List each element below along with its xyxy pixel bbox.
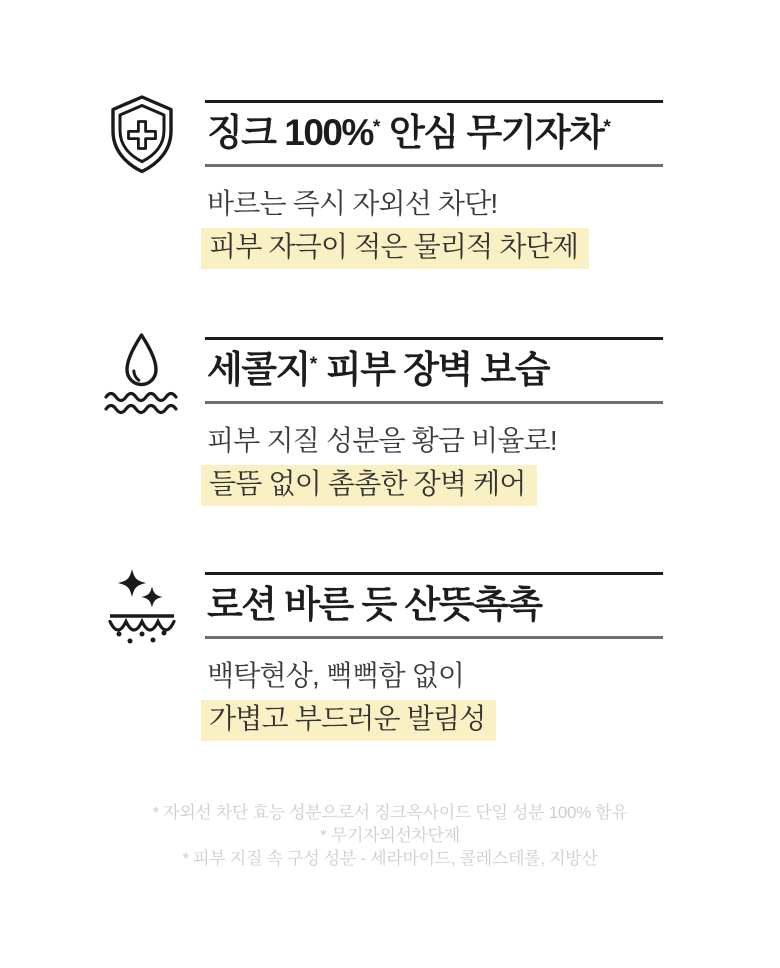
feature-highlight: 가볍고 부드러운 발림성 <box>201 700 496 741</box>
footnote-line: * 자외선 차단 효능 성분으로서 징크옥사이드 단일 성분 100% 함유 <box>152 803 628 822</box>
feature-line: 바르는 즉시 자외선 차단! <box>207 188 498 219</box>
feature-content <box>205 572 663 741</box>
title-block <box>205 337 663 404</box>
feature-highlight: 피부 자극이 적은 물리적 차단제 <box>201 228 589 269</box>
feature-content <box>205 100 663 269</box>
asterisk: * <box>603 117 611 139</box>
feature-section-barrier-moisture <box>102 337 678 506</box>
feature-title: 징크 100%* 안심 무기자차* <box>207 112 611 153</box>
sparkle-skin-icon <box>102 566 182 650</box>
title-block <box>205 100 663 167</box>
title-block <box>205 572 663 639</box>
footnote-line: * 피부 지질 속 구성 성분 - 세라마이드, 콜레스테롤, 지방산 <box>182 849 598 868</box>
shield-plus-icon <box>102 94 182 178</box>
feature-title: 세콜지* 피부 장벽 보습 <box>207 349 550 390</box>
feature-section-uv-block <box>102 100 678 269</box>
asterisk: * <box>309 354 318 376</box>
feature-title: 로션 바른 듯 산뜻촉촉 <box>207 584 542 625</box>
feature-line: 피부 지질 성분을 황금 비율로! <box>207 425 557 456</box>
feature-line: 백탁현상, 뻑뻑함 없이 <box>207 660 465 691</box>
feature-section-fresh-finish <box>102 572 678 741</box>
water-drop-icon <box>102 331 182 415</box>
feature-highlight: 들뜸 없이 촘촘한 장벽 케어 <box>201 465 537 506</box>
feature-content <box>205 337 663 506</box>
footnote-line: * 무기자외선차단제 <box>320 826 460 845</box>
footnotes <box>0 801 780 870</box>
asterisk: * <box>372 117 381 139</box>
